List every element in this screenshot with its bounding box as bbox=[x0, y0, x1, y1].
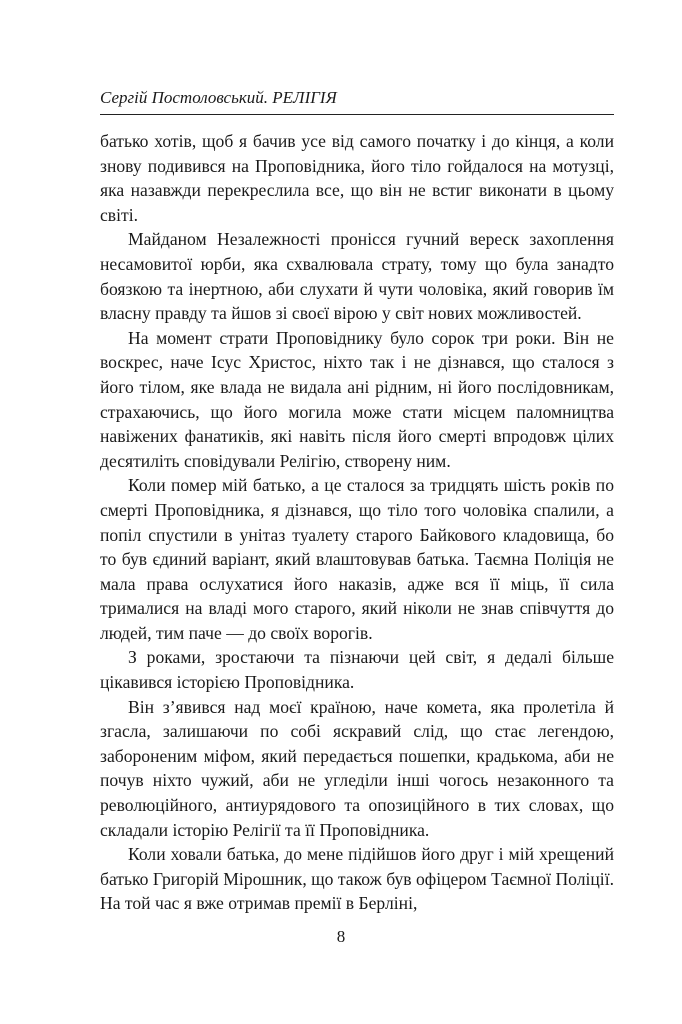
body-text bbox=[100, 129, 614, 916]
paragraph: батько хотів, щоб я бачив усе від самого початку і до кінця, а коли знову подивився на Проповідника, його тіло гойдалося на мотузці, яка назавжди перекреслила все, що він не встиг виконати в цьому світі. bbox=[100, 131, 614, 225]
paragraph: Коли ховали батька, до мене підійшов його друг і мій хрещений батько Григорій Мірошник, що також був офіцером Таємної Поліції. На той час я вже отримав премії в Берліні, bbox=[100, 844, 614, 914]
paragraph: З роками, зростаючи та пізнаючи цей світ, я дедалі більше цікавився історією Проповідника. bbox=[100, 647, 614, 693]
paragraph: Коли помер мій батько, а це сталося за тридцять шість років по смерті Проповідника, я дізнався, що тіло того чоловіка спалили, а попіл спустили в унітаз туалету старого Байкового кладовища, бо то був єдиний варіант, який влаштовував батька. Таємна Поліція не мала права ослухатися його наказів, адже вся її міць, її сила трималися на владі мого старого, який ніколи не знав співчуття до людей, тим паче — до своїх ворогів. bbox=[100, 475, 614, 643]
header-rule bbox=[100, 114, 614, 115]
paragraph: Майданом Незалежності пронісся гучний вереск захоплення несамовитої юрби, яка схвалювала страту, тому що була занадто боязкою та інертною, аби слухати й чути чоловіка, який говорив їм власну правду та йшов зі своєї вірою у світ нових можливостей. bbox=[100, 229, 614, 324]
paragraph: На момент страти Проповіднику було сорок три роки. Він не воскрес, наче Ісус Христос, ніхто так і не дізнався, що сталося з його тілом, яке влада не видала ані рідним, ні його послідовникам, страхаючись, що його могила може стати місцем паломництва навіжених фанатиків, які навіть після його смерті впродовж цілих десятиліть сповідували Релігію, створену ним. bbox=[100, 327, 614, 471]
page-number: 8 bbox=[336, 927, 346, 946]
running-header: Сергій Постоловський. РЕЛІГІЯ bbox=[100, 88, 337, 107]
paragraph: Він з’явився над моєї країною, наче комета, яка пролетіла й згасла, залишаючи по собі яскравий слід, що стає легендою, забороненим міфом, який передається пошепки, крадькома, аби не почув ніхто чужий, аби не угледіли інші чогось незаконного та революційного, антиурядового та опозиційного в тих словах, що складали історію Релігії та її Проповідника. bbox=[100, 696, 614, 840]
